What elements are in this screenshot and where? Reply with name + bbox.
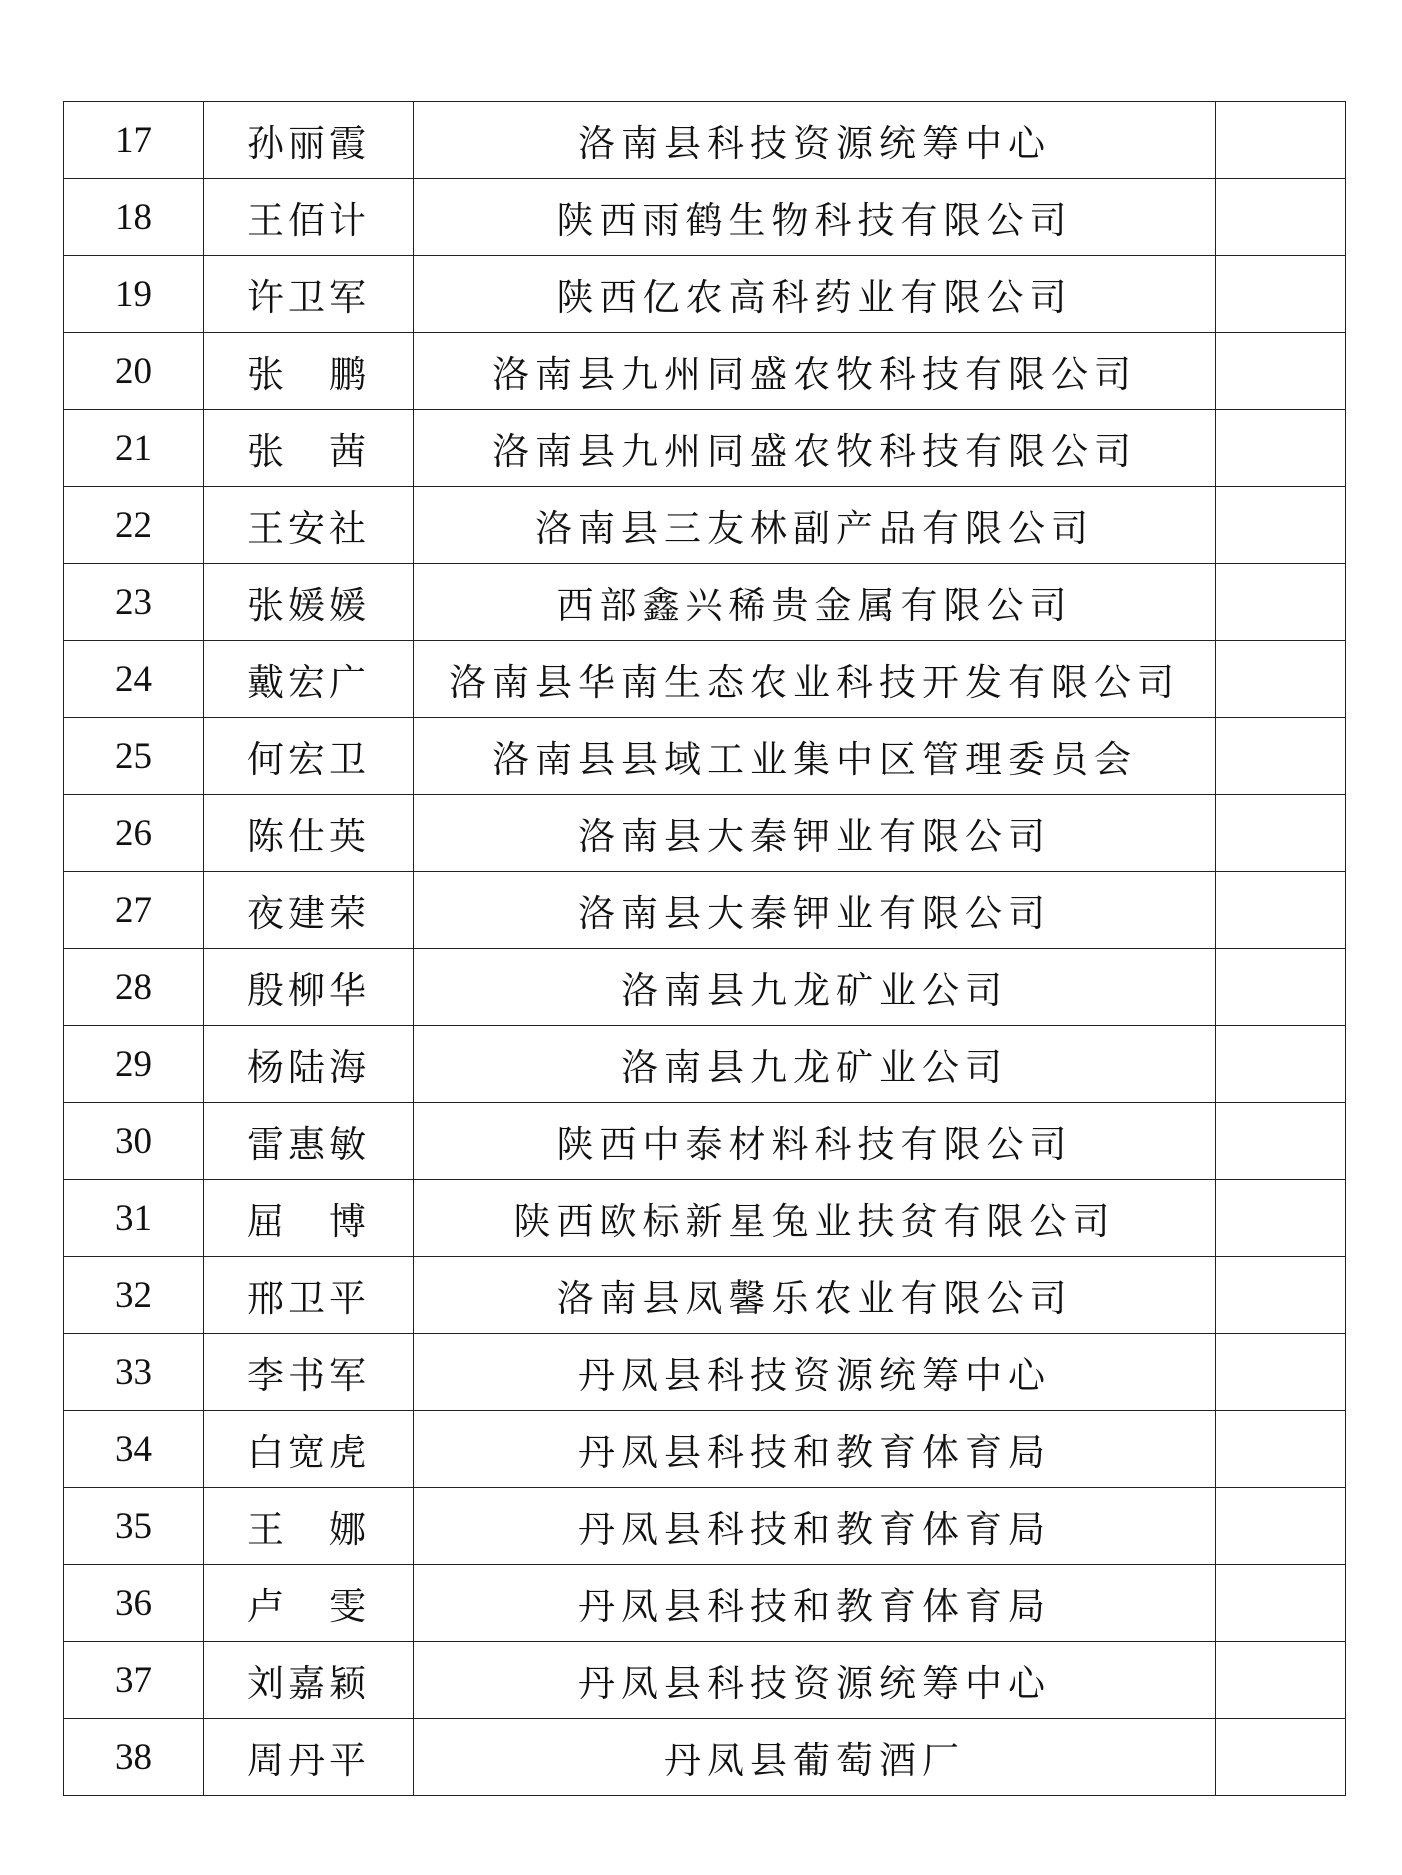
organization-cell: 丹凤县科技和教育体育局 bbox=[414, 1411, 1216, 1488]
row-number-cell: 27 bbox=[64, 872, 204, 949]
note-cell bbox=[1216, 1411, 1346, 1488]
note-cell bbox=[1216, 1642, 1346, 1719]
note-cell bbox=[1216, 872, 1346, 949]
person-name-cell: 王 娜 bbox=[204, 1488, 414, 1565]
organization-cell: 丹凤县科技资源统筹中心 bbox=[414, 1642, 1216, 1719]
person-name-cell: 张媛媛 bbox=[204, 564, 414, 641]
table-row bbox=[64, 1257, 1346, 1334]
person-name-cell: 张 茜 bbox=[204, 410, 414, 487]
row-number-cell: 24 bbox=[64, 641, 204, 718]
organization-cell: 陕西雨鹤生物科技有限公司 bbox=[414, 179, 1216, 256]
person-name-cell: 许卫军 bbox=[204, 256, 414, 333]
person-name-cell: 陈仕英 bbox=[204, 795, 414, 872]
roster-table-body bbox=[64, 102, 1346, 1796]
note-cell bbox=[1216, 256, 1346, 333]
note-cell bbox=[1216, 1488, 1346, 1565]
row-number-cell: 31 bbox=[64, 1180, 204, 1257]
row-number-cell: 38 bbox=[64, 1719, 204, 1796]
note-cell bbox=[1216, 564, 1346, 641]
organization-cell: 洛南县科技资源统筹中心 bbox=[414, 102, 1216, 179]
note-cell bbox=[1216, 1719, 1346, 1796]
row-number-cell: 37 bbox=[64, 1642, 204, 1719]
organization-cell: 陕西中泰材料科技有限公司 bbox=[414, 1103, 1216, 1180]
person-name-cell: 夜建荣 bbox=[204, 872, 414, 949]
table-row bbox=[64, 1411, 1346, 1488]
table-row bbox=[64, 1026, 1346, 1103]
organization-cell: 洛南县九州同盛农牧科技有限公司 bbox=[414, 410, 1216, 487]
row-number-cell: 32 bbox=[64, 1257, 204, 1334]
table-row bbox=[64, 641, 1346, 718]
note-cell bbox=[1216, 179, 1346, 256]
note-cell bbox=[1216, 1103, 1346, 1180]
organization-cell: 洛南县九州同盛农牧科技有限公司 bbox=[414, 333, 1216, 410]
table-row bbox=[64, 487, 1346, 564]
table-row bbox=[64, 410, 1346, 487]
organization-cell: 洛南县九龙矿业公司 bbox=[414, 1026, 1216, 1103]
row-number-cell: 28 bbox=[64, 949, 204, 1026]
person-name-cell: 刘嘉颖 bbox=[204, 1642, 414, 1719]
table-row bbox=[64, 1565, 1346, 1642]
note-cell bbox=[1216, 333, 1346, 410]
organization-cell: 丹凤县科技资源统筹中心 bbox=[414, 1334, 1216, 1411]
organization-cell: 丹凤县葡萄酒厂 bbox=[414, 1719, 1216, 1796]
row-number-cell: 23 bbox=[64, 564, 204, 641]
roster-table bbox=[63, 101, 1346, 1796]
table-row bbox=[64, 1719, 1346, 1796]
note-cell bbox=[1216, 1334, 1346, 1411]
person-name-cell: 邢卫平 bbox=[204, 1257, 414, 1334]
row-number-cell: 26 bbox=[64, 795, 204, 872]
person-name-cell: 王安社 bbox=[204, 487, 414, 564]
person-name-cell: 卢 雯 bbox=[204, 1565, 414, 1642]
table-row bbox=[64, 333, 1346, 410]
note-cell bbox=[1216, 641, 1346, 718]
table-row bbox=[64, 1103, 1346, 1180]
organization-cell: 洛南县大秦钾业有限公司 bbox=[414, 795, 1216, 872]
row-number-cell: 22 bbox=[64, 487, 204, 564]
organization-cell: 陕西亿农高科药业有限公司 bbox=[414, 256, 1216, 333]
organization-cell: 西部鑫兴稀贵金属有限公司 bbox=[414, 564, 1216, 641]
row-number-cell: 35 bbox=[64, 1488, 204, 1565]
row-number-cell: 19 bbox=[64, 256, 204, 333]
organization-cell: 洛南县大秦钾业有限公司 bbox=[414, 872, 1216, 949]
person-name-cell: 何宏卫 bbox=[204, 718, 414, 795]
table-row bbox=[64, 1642, 1346, 1719]
table-row bbox=[64, 1334, 1346, 1411]
person-name-cell: 周丹平 bbox=[204, 1719, 414, 1796]
person-name-cell: 白宽虎 bbox=[204, 1411, 414, 1488]
person-name-cell: 杨陆海 bbox=[204, 1026, 414, 1103]
note-cell bbox=[1216, 949, 1346, 1026]
note-cell bbox=[1216, 1257, 1346, 1334]
table-row bbox=[64, 256, 1346, 333]
note-cell bbox=[1216, 1026, 1346, 1103]
organization-cell: 洛南县三友林副产品有限公司 bbox=[414, 487, 1216, 564]
table-row bbox=[64, 949, 1346, 1026]
organization-cell: 洛南县华南生态农业科技开发有限公司 bbox=[414, 641, 1216, 718]
note-cell bbox=[1216, 795, 1346, 872]
person-name-cell: 孙丽霞 bbox=[204, 102, 414, 179]
row-number-cell: 17 bbox=[64, 102, 204, 179]
organization-cell: 洛南县县域工业集中区管理委员会 bbox=[414, 718, 1216, 795]
row-number-cell: 33 bbox=[64, 1334, 204, 1411]
note-cell bbox=[1216, 487, 1346, 564]
table-row bbox=[64, 179, 1346, 256]
person-name-cell: 李书军 bbox=[204, 1334, 414, 1411]
row-number-cell: 20 bbox=[64, 333, 204, 410]
organization-cell: 丹凤县科技和教育体育局 bbox=[414, 1565, 1216, 1642]
table-row bbox=[64, 1488, 1346, 1565]
note-cell bbox=[1216, 410, 1346, 487]
row-number-cell: 36 bbox=[64, 1565, 204, 1642]
row-number-cell: 21 bbox=[64, 410, 204, 487]
note-cell bbox=[1216, 1565, 1346, 1642]
note-cell bbox=[1216, 718, 1346, 795]
table-row bbox=[64, 795, 1346, 872]
table-row bbox=[64, 1180, 1346, 1257]
person-name-cell: 雷惠敏 bbox=[204, 1103, 414, 1180]
table-row bbox=[64, 872, 1346, 949]
person-name-cell: 张 鹏 bbox=[204, 333, 414, 410]
row-number-cell: 34 bbox=[64, 1411, 204, 1488]
organization-cell: 洛南县凤馨乐农业有限公司 bbox=[414, 1257, 1216, 1334]
person-name-cell: 屈 博 bbox=[204, 1180, 414, 1257]
person-name-cell: 戴宏广 bbox=[204, 641, 414, 718]
table-row bbox=[64, 718, 1346, 795]
note-cell bbox=[1216, 102, 1346, 179]
organization-cell: 洛南县九龙矿业公司 bbox=[414, 949, 1216, 1026]
row-number-cell: 25 bbox=[64, 718, 204, 795]
note-cell bbox=[1216, 1180, 1346, 1257]
table-row bbox=[64, 564, 1346, 641]
row-number-cell: 18 bbox=[64, 179, 204, 256]
person-name-cell: 殷柳华 bbox=[204, 949, 414, 1026]
person-name-cell: 王佰计 bbox=[204, 179, 414, 256]
row-number-cell: 30 bbox=[64, 1103, 204, 1180]
table-row bbox=[64, 102, 1346, 179]
row-number-cell: 29 bbox=[64, 1026, 204, 1103]
organization-cell: 陕西欧标新星兔业扶贫有限公司 bbox=[414, 1180, 1216, 1257]
organization-cell: 丹凤县科技和教育体育局 bbox=[414, 1488, 1216, 1565]
